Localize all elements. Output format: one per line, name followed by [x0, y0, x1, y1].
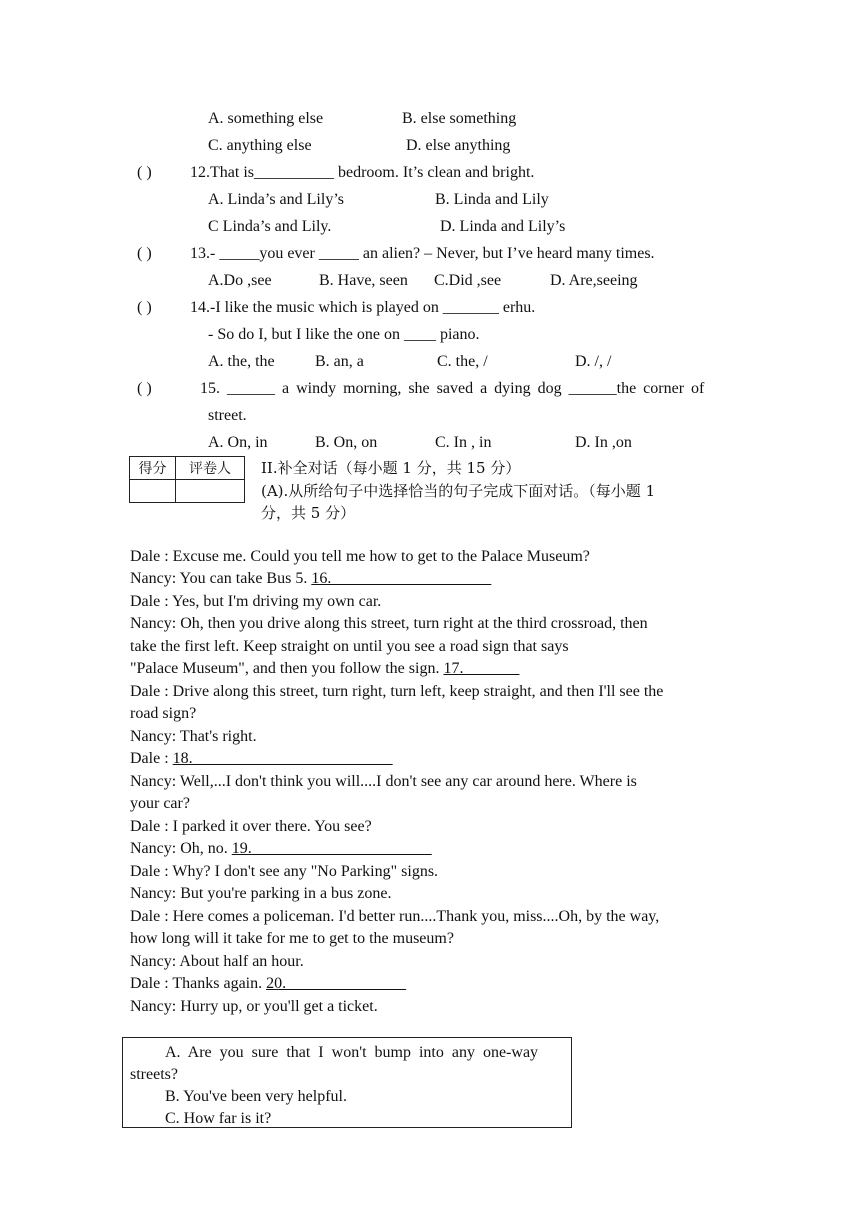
score-cell[interactable]: [130, 480, 176, 503]
dialogue-line: Nancy: Oh, then you drive along this street, turn right at the third crossroad, then: [130, 615, 648, 632]
q13-option-d: D. Are,seeing: [550, 272, 638, 289]
section-subheading-line1: (A).从所给句子中选择恰当的句子完成下面对话。（每小题 1: [261, 482, 656, 500]
blank-18[interactable]: 18.: [172, 750, 393, 767]
blank-20[interactable]: 20.: [266, 975, 407, 992]
dialogue-line: Dale : Excuse me. Could you tell me how to get to the Palace Museum?: [130, 548, 590, 565]
dialogue-line: Dale : 18.: [130, 750, 393, 767]
dialogue-line: Dale : Yes, but I'm driving my own car.: [130, 593, 382, 610]
dialogue-line: Nancy: You can take Bus 5. 16.: [130, 570, 492, 587]
q11-option-d: D. else anything: [406, 137, 511, 154]
dialogue-line: "Palace Museum", and then you follow the sign. 17.: [130, 660, 520, 677]
score-label: 得分: [130, 457, 176, 480]
q11-option-c: C. anything else: [208, 137, 312, 154]
q12-stem: 12.That is__________ bedroom. It’s clean and bright.: [190, 164, 535, 181]
q14-option-d: D. /, /: [575, 353, 612, 370]
blank-19[interactable]: 19.: [231, 840, 432, 857]
q14-option-c: C. the, /: [437, 353, 488, 370]
options-box: [122, 1037, 572, 1128]
dialogue-line: Nancy: That's right.: [130, 728, 257, 745]
q12-option-b: B. Linda and Lily: [435, 191, 549, 208]
grader-cell[interactable]: [176, 480, 245, 503]
q11-option-a: A. something else: [208, 110, 324, 127]
dialogue-line: how long will it take for me to get to the museum?: [130, 930, 454, 947]
q14-answer-paren[interactable]: ( ): [137, 299, 152, 316]
q15-option-c: C. In , in: [435, 434, 492, 451]
q15-stem: 15. ______ a windy morning, she saved a dying dog ______the corner of: [200, 380, 705, 397]
q12-answer-paren[interactable]: ( ): [137, 164, 152, 181]
q13-stem: 13.- _____you ever _____ an alien? – Never, but I’ve heard many times.: [190, 245, 655, 262]
q12-option-c: C Linda’s and Lily.: [208, 218, 332, 235]
blank-16[interactable]: 16.: [311, 570, 492, 587]
dialogue-line: Nancy: But you're parking in a bus zone.: [130, 885, 392, 902]
option-b: B. You've been very helpful.: [165, 1088, 347, 1105]
dialogue-line: your car?: [130, 795, 190, 812]
q14-stem: 14.-I like the music which is played on _______ erhu.: [190, 299, 536, 316]
dialogue-line: Dale : Why? I don't see any "No Parking" signs.: [130, 863, 439, 880]
q13-option-a: A.Do ,see: [208, 272, 272, 289]
dialogue-line: Nancy: Oh, no. 19.: [130, 840, 432, 857]
q15-answer-paren[interactable]: ( ): [137, 380, 152, 397]
option-a-line1: A. Are you sure that I won't bump into any one-way: [165, 1044, 539, 1061]
q13-option-b: B. Have, seen: [319, 272, 408, 289]
dialogue-line: Dale : Drive along this street, turn right, turn left, keep straight, and then I'll see the: [130, 683, 664, 700]
dialogue-line: Dale : Here comes a policeman. I'd better run....Thank you, miss....Oh, by the way,: [130, 908, 660, 925]
q14-option-b: B. an, a: [315, 353, 364, 370]
dialogue-line: road sign?: [130, 705, 197, 722]
q15-option-b: B. On, on: [315, 434, 378, 451]
blank-17[interactable]: 17.: [443, 660, 520, 677]
dialogue-line: Nancy: Well,...I don't think you will....I don't see any car around here. Where is: [130, 773, 637, 790]
q15-stem-line2: street.: [208, 407, 247, 424]
dialogue-line: Dale : Thanks again. 20.: [130, 975, 407, 992]
option-c: C. How far is it?: [165, 1110, 272, 1127]
section-subheading-line2: 分，共 5 分）: [261, 504, 356, 522]
dialogue-line: take the first left. Keep straight on until you see a road sign that says: [130, 638, 569, 655]
q12-option-d: D. Linda and Lily’s: [440, 218, 566, 235]
q13-option-c: C.Did ,see: [434, 272, 502, 289]
q13-answer-paren[interactable]: ( ): [137, 245, 152, 262]
dialogue-line: Nancy: Hurry up, or you'll get a ticket.: [130, 998, 378, 1015]
q14-stem-line2: - So do I, but I like the one on ____ piano.: [208, 326, 480, 343]
q15-option-d: D. In ,on: [575, 434, 632, 451]
q12-option-a: A. Linda’s and Lily’s: [208, 191, 344, 208]
option-a-line2: streets?: [130, 1066, 178, 1083]
section-heading: II.补全对话（每小题 1 分，共 15 分）: [261, 459, 521, 477]
dialogue-line: Dale : I parked it over there. You see?: [130, 818, 372, 835]
q14-option-a: A. the, the: [208, 353, 275, 370]
q15-option-a: A. On, in: [208, 434, 268, 451]
score-table: [129, 456, 245, 503]
grader-label: 评卷人: [176, 457, 245, 480]
dialogue-line: Nancy: About half an hour.: [130, 953, 304, 970]
q11-option-b: B. else something: [402, 110, 517, 127]
